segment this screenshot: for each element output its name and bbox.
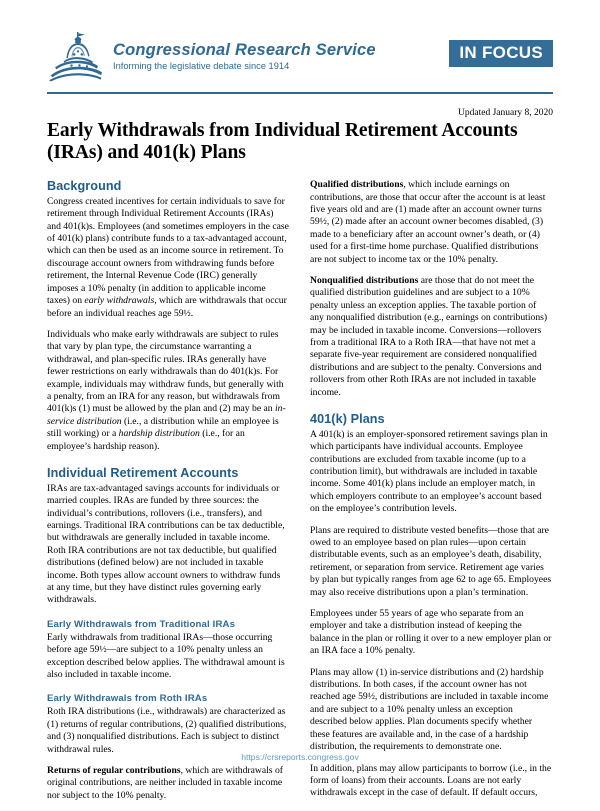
roth-p2-text: , which are withdrawals of original contributions, are neither included in taxable income nor subject to the 10% penalty. bbox=[47, 765, 283, 801]
returns-of-regular-contributions-term: Returns of regular contributions bbox=[47, 765, 181, 776]
nonqualified-distributions-paragraph bbox=[310, 275, 552, 399]
plans-paragraph-2: Plans are required to distribute vested benefits—those that are owed to an employee based on plan rules—upon certain distributable events, such as an employee’s death, disability, retirement, or separation from service. Retirement age varies by plan but typically ranges from age 62 to age 65. Employees may also receive distributions upon a plan’s termination. bbox=[310, 524, 552, 598]
masthead bbox=[47, 0, 553, 84]
roth-ira-paragraph-1: Roth IRA distributions (i.e., withdrawals) are characterized as (1) returns of regular contributions, (2) qualified distributions, and (3) nonqualified distributions. Each is subject to distinct withdrawal rules. bbox=[47, 706, 287, 755]
page-title: Early Withdrawals from Individual Retirement Accounts (IRAs) and 401(k) Plans bbox=[47, 119, 518, 164]
bg-p2-emphasis-2: hardship distribution bbox=[118, 428, 200, 440]
bg-p1-text-a: Congress created incentives for certain individuals to save for retirement through Individual Retirement Accounts (IRAs) and 401(k)s. Employees (and sometimes employers in the case of 401(k) plans) contribute funds to a tax-advantaged account, which can then be used as an income source in retirement. To discourage account owners from withdrawing funds before retirement, the Internal Revenue Code (IRC) generally imposes a 10% penalty (in addition to applicable income taxes) on bbox=[47, 195, 289, 307]
masthead-divider bbox=[47, 92, 553, 94]
qualified-distributions-paragraph bbox=[310, 179, 552, 266]
crs-reports-url-link[interactable]: https://crsreports.congress.gov bbox=[241, 752, 359, 762]
plans-paragraph-4: Plans may allow (1) in-service distributions and (2) hardship distributions. In both cases, if the account owner has not reached age 59½, distributions are included in taxable income and are subject to a 10% penalty unless an exception described below applies. Plan documents specify whether these features are available and, in the case of a hardship distribution, the requirements to demonstrate one. bbox=[310, 666, 549, 753]
bg-p2-text-b: (i.e., a distribution while an employee is still working) or a bbox=[47, 415, 279, 440]
traditional-ira-paragraph: Early withdrawals from traditional IRAs—those occurring before age 59½—are subject to a 10% penalty unless an exception described below applies. The withdrawal amount is also included in taxable income. bbox=[47, 631, 285, 680]
updated-date: Updated January 8, 2020 bbox=[458, 107, 553, 118]
brand-block bbox=[109, 36, 449, 72]
bg-p2-text-a: Individuals who make early withdrawals are subject to rules that vary by plan type, the circumstance warranting a withdrawal, and plan-specific rules. IRAs generally have fewer restrictions on early withdrawals than do 401(k)s. For example, individuals may withdraw funds, but generally with a penalty, from an IRA for any reason, but withdrawals from 401(k)s (1) must be allowed by the plan and (2) may be an bbox=[47, 328, 284, 415]
heading-early-withdrawals-roth-iras: Early Withdrawals from Roth IRAs bbox=[47, 693, 208, 705]
right-column bbox=[310, 179, 552, 811]
heading-background: Background bbox=[47, 179, 122, 194]
qualified-distributions-term: Qualified distributions bbox=[310, 179, 404, 191]
background-paragraph-1 bbox=[47, 196, 289, 320]
footer bbox=[0, 747, 600, 765]
capitol-dome-icon bbox=[47, 32, 109, 78]
heading-401k-plans: 401(k) Plans bbox=[310, 412, 385, 427]
plans-paragraph-1: A 401(k) is an employer-sponsored retirement savings plan in which participants have individual accounts. Employee contributions are excluded from taxable income (up to a contribution limit), but withdrawals are included in taxable income. Some 401(k) plans include an employer match, in which employers contribute to an employee’s account based on the employee’s contribution levels. bbox=[310, 428, 548, 515]
in-focus-badge: IN FOCUS bbox=[449, 40, 553, 67]
body-columns bbox=[47, 179, 553, 811]
heading-individual-retirement-accounts: Individual Retirement Accounts bbox=[47, 465, 239, 480]
nonqualified-distributions-text: are those that do not meet the qualified distribution guidelines and are subject to a 10% penalty unless an exception applies. The taxable portion of any nonqualified distribution (e.g., earnings on contributions) may be included in taxable income. Conversions—rollovers from a traditional IRA to a Roth IRA—that have not met a separate five-year requirement are considered nonqualified distributions and are subject to the penalty. Conversions and rollovers from other Roth IRAs are not included in taxable income. bbox=[310, 274, 548, 398]
qualified-distributions-text: , which include earnings on contributions, are those that occur after the account is at least five years old and are (1) made after an account owner turns 59½, (2) made after an account owner becomes disabled, (3) made to a beneficiary after an account owner’s death, or (4) used for a first-time home purchase. Qualified distributions are not subject to income tax or the 10% penalty. bbox=[310, 179, 546, 265]
plans-paragraph-3: Employees under 55 years of age who separate from an employer and take a distribution instead of keeping the balance in the plan or rolling it over to a new employer plan or an IRA face a 10% penalty. bbox=[310, 608, 552, 657]
roth-ira-paragraph-2 bbox=[47, 765, 289, 802]
heading-early-withdrawals-traditional-iras: Early Withdrawals from Traditional IRAs bbox=[47, 618, 236, 630]
bg-p2-emphasis-1: in-service distribution bbox=[47, 403, 286, 427]
bg-p1-text-b: , which are withdrawals that occur before an individual reaches age 59½. bbox=[47, 295, 287, 319]
bg-p2-text-c: (i.e., for an employee’s hardship reason). bbox=[47, 428, 245, 452]
brand-tagline: Informing the legislative debate since 1914 bbox=[113, 61, 290, 72]
ira-paragraph-1: IRAs are tax-advantaged savings accounts for individuals or married couples. IRAs are funded by three sources: the individual’s contributions, rollovers (i.e., transfers), and earnings. Traditional IRA contributions can be tax deductible, but withdrawals are generally included in taxable income. Roth IRA contributions are not tax deductible, but qualified distributions (defined below) are not included in taxable income. Both types allow account owners to withdraw funds at any time, but they have distinct rules governing early withdrawals. bbox=[47, 482, 285, 606]
left-column bbox=[47, 179, 289, 811]
bg-p1-emphasis: early withdrawals bbox=[84, 295, 155, 307]
brand-name: Congressional Research Service bbox=[113, 41, 376, 59]
plans-paragraph-5: In addition, plans may allow participants to borrow (i.e., in the form of loans) from their accounts. Loans are not early withdrawals except in the case of default. If default occurs, bbox=[310, 762, 552, 799]
background-paragraph-2 bbox=[47, 329, 289, 453]
nonqualified-distributions-term: Nonqualified distributions bbox=[310, 274, 419, 286]
